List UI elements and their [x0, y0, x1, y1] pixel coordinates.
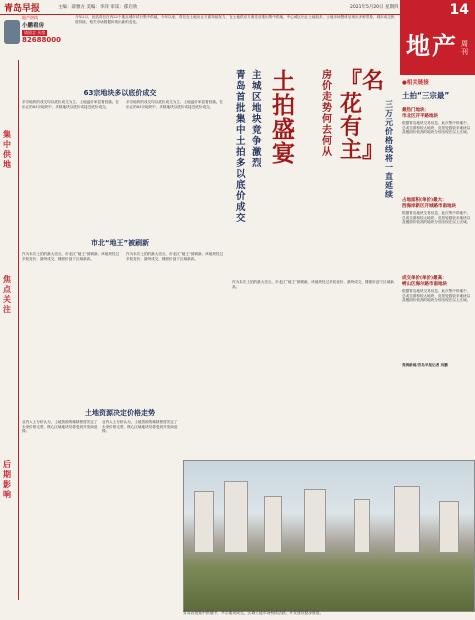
hotline-number: 82688000 — [22, 36, 61, 44]
construction-site-photo — [183, 460, 475, 612]
section-3-title: 土地资源决定价格走势 — [85, 409, 155, 417]
item-3-body: 根据青岛地块交易信息，此次集中供地中，总成交面积较大地块、竞拍轮数较多地块以及楼面价较高的地块分别出现在以上区域。 — [402, 289, 471, 303]
item-1-body: 根据青岛地块交易信息，此次集中供地中，总成交面积较大地块、竞拍轮数较多地块以及楼面价较高的地块分别出现在以上区域。 — [402, 121, 471, 135]
headline-right-sub — [322, 70, 338, 270]
section-3-body-a: 业内人士分析认为，土地资源的稀缺程度决定了未来价格走势，核心区域地块仍将受到开发商追捧。 — [22, 420, 98, 434]
photo-building-1 — [194, 491, 214, 553]
section-title: 地产 — [406, 32, 458, 60]
item-1-sub: 市北区开平路地块 — [402, 114, 438, 119]
headline-main-a: 土拍盛宴 — [272, 69, 295, 167]
section-1-body-a: 多宗地块的成交均以底价成交为主，土地溢价率显著回落。在出让的63宗地块中，多数地块以底价或接近底价成交。 — [22, 100, 120, 109]
newspaper-logo: 青岛早报 — [4, 4, 41, 14]
headline-main-b: 『名花有主』 — [340, 69, 385, 163]
photo-building-6 — [394, 486, 420, 553]
photo-building-5 — [354, 499, 370, 553]
item-3-sub: 崂山区海尔路市南地块 — [402, 282, 447, 287]
reporter-name: 小鹏看房 — [22, 23, 45, 29]
right-column — [402, 78, 472, 458]
headline-sub-a: 青岛首批集中土拍多以底价成交 — [236, 70, 246, 224]
main-headline-block — [232, 70, 322, 270]
headline-right-sub2 — [385, 100, 397, 300]
section-2-body-a: 作为本次土拍的最大亮点，市北区“地王”被刷新。该地块经过多轮竞价，最终成交，楼面价创下区域新高。 — [22, 252, 120, 261]
related-links-heading: ●相关链接 — [402, 80, 429, 86]
item-2-head: 占地面积(单价)最大： — [402, 198, 447, 203]
photo-building-3 — [264, 496, 282, 553]
section-2-body-c: 作为本次土拍的最大亮点，市北区“地王”被刷新。该地块经过多轮竞价，最终成交，楼面价创下区域新高。 — [232, 280, 394, 289]
item-2-sub: 西海岸新区开城路市南地块 — [402, 204, 456, 209]
sidebar-label-3: 后期影响 — [3, 460, 11, 499]
hotline-label: 地产热线 — [22, 15, 38, 20]
sidebar-label-1: 集中供地 — [3, 130, 11, 169]
editors-line: 主编：薛雅方 美编：李萍 审读：郁启欣 — [58, 5, 138, 10]
item-1-head: 最热门地块： — [402, 108, 429, 113]
photo-building-7 — [439, 501, 459, 553]
photo-building-4 — [304, 489, 326, 553]
photo-caption: 青岛首批集中供地中，多宗地块成交，区域土地市场持续活跃，开发建设稳步推进。 — [183, 610, 324, 615]
section-1-title: 63宗地块多以底价成交 — [83, 89, 157, 97]
headline-right-a: 房价走势何去何从 — [322, 70, 332, 158]
reporter-tag: 请留言 买房 — [24, 30, 46, 35]
page-number: 14 — [449, 2, 469, 18]
page-badge — [400, 0, 475, 75]
item-3-head: 成交单价(单价)最高： — [402, 276, 447, 281]
item-2-body: 根据青岛地块交易信息，此次集中供地中，总成交面积较大地块、竞拍轮数较多地块以及楼面价较高的地块分别出现在以上区域。 — [402, 211, 471, 225]
related-title: 土拍“三宗最” — [402, 91, 450, 100]
headline-sub-b: 主城区地块竞争激烈 — [252, 70, 262, 169]
section-1-body-b: 多宗地块的成交均以底价成交为主，土地溢价率显著回落。在出让的63宗地块中，多数地块以底价或接近底价成交。 — [126, 100, 224, 109]
article-credit: 观海新闻/青岛早报记者 刘鹏 — [402, 363, 448, 367]
section-2-title: 市北“地王”被刷新 — [90, 239, 150, 247]
headline-right-b: 三万元价格线将一直延续 — [385, 100, 393, 199]
reporter-avatar — [4, 20, 20, 44]
sidebar-label-2: 焦点关注 — [3, 275, 11, 314]
left-sidebar — [0, 60, 19, 600]
intro-paragraph: 今年2月，包括青岛在内22个重点城市试行集中供地，今年以来，青岛在土地出让方面持续发力，在土地供应方面先后推出集中供地，中心城区出让土地较多，土地市场整体呈现出多种景象，城市成交热度持续，相关市场数据体现出新的变化。 — [75, 15, 395, 24]
photo-building-2 — [224, 481, 248, 553]
section-2-body-b: 作为本次土拍的最大亮点，市北区“地王”被刷新。该地块经过多轮竞价，最终成交，楼面价创下区域新高。 — [126, 252, 224, 261]
dateline: 2021年5月20日 星期四 — [350, 5, 399, 10]
section-week: 周刊 — [461, 40, 468, 56]
section-3-body-b: 业内人士分析认为，土地资源的稀缺程度决定了未来价格走势，核心区域地块仍将受到开发商追捧。 — [102, 420, 178, 434]
